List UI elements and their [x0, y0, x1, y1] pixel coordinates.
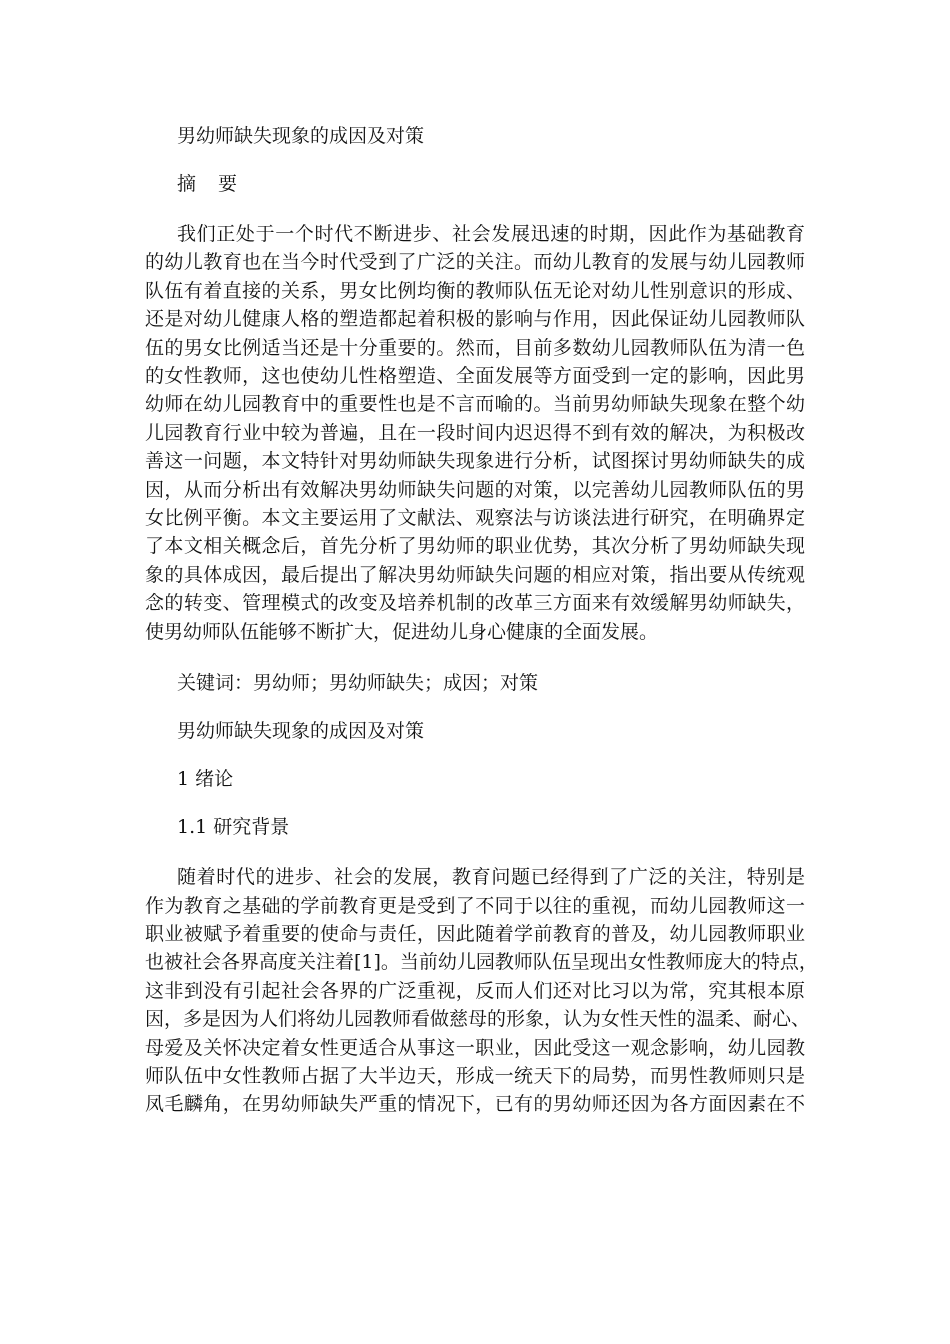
- background-line: 职业被赋予着重要的使命与责任，因此随着学前教育的普及，幼儿园教师职业: [145, 922, 805, 945]
- abstract-line: 的女性教师，这也使幼儿性格塑造、全面发展等方面受到一定的影响，因此男: [145, 365, 805, 388]
- abstract-line: 队伍有着直接的关系，男女比例均衡的教师队伍无论对幼儿性别意识的形成、: [145, 279, 805, 302]
- abstract-paragraph: [145, 220, 805, 646]
- abstract-line: 幼师在幼儿园教育中的重要性也是不言而喻的。当前男幼师缺失现象在整个幼: [145, 393, 805, 416]
- abstract-line: 的幼儿教育也在当今时代受到了广泛的关注。而幼儿教育的发展与幼儿园教师: [145, 251, 805, 274]
- abstract-line: 我们正处于一个时代不断进步、社会发展迅速的时期，因此作为基础教育: [177, 223, 805, 245]
- document-title: 男幼师缺失现象的成因及对策: [177, 125, 425, 147]
- background-line: 这非到没有引起社会各界的广泛重视，反而人们还对比习以为常，究其根本原: [145, 979, 805, 1002]
- background-line: 随着时代的进步、社会的发展，教育问题已经得到了广泛的关注，特别是: [177, 866, 805, 889]
- abstract-line: 使男幼师队伍能够不断扩大，促进幼儿身心健康的全面发展。: [145, 620, 659, 643]
- section-1-heading: 1 绪论: [177, 768, 234, 791]
- abstract-line: 象的具体成因，最后提出了解决男幼师缺失问题的相应对策，指出要从传统观: [145, 563, 805, 586]
- abstract-heading: 摘 要: [177, 173, 246, 195]
- abstract-line: 了本文相关概念后，首先分析了男幼师的职业优势，其次分析了男幼师缺失现: [145, 535, 805, 558]
- abstract-line: 因，从而分析出有效解决男幼师缺失问题的对策，以完善幼儿园教师队伍的男: [145, 478, 805, 501]
- background-paragraph: [145, 863, 818, 1119]
- abstract-line: 儿园教育行业中较为普遍，且在一段时间内迟迟得不到有效的解决，为积极改: [145, 421, 805, 444]
- background-line: 也被社会各界高度关注着[1]。当前幼儿园教师队伍呈现出女性教师庞大的特点，: [145, 951, 818, 974]
- document-page: [145, 124, 818, 1144]
- background-line: 因，多是因为人们将幼儿园教师看做慈母的形象，认为女性天性的温柔、耐心、: [145, 1008, 811, 1031]
- background-line: 母爱及关怀决定着女性更适合从事这一职业，因此受这一观念影响，幼儿园教: [145, 1036, 805, 1059]
- abstract-line: 念的转变、管理模式的改变及培养机制的改革三方面来有效缓解男幼师缺失，: [145, 592, 805, 615]
- abstract-line: 伍的男女比例适当还是十分重要的。然而，目前多数幼儿园教师队伍为清一色: [145, 336, 805, 359]
- abstract-line: 女比例平衡。本文主要运用了文献法、观察法与访谈法进行研究，在明确界定: [145, 507, 805, 530]
- section-1-1-heading: 1.1 研究背景: [177, 816, 290, 839]
- background-line: 作为教育之基础的学前教育更是受到了不同于以往的重视，而幼儿园教师这一: [145, 894, 805, 917]
- abstract-line: 还是对幼儿健康人格的塑造都起着积极的影响与作用，因此保证幼儿园教师队: [145, 308, 805, 331]
- background-line: 凤毛麟角，在男幼师缺失严重的情况下，已有的男幼师还因为各方面因素在不: [145, 1093, 805, 1116]
- abstract-line: 善这一问题，本文特针对男幼师缺失现象进行分析，试图探讨男幼师缺失的成: [145, 450, 805, 473]
- background-line: 师队伍中女性教师占据了大半边天，形成一统天下的局势，而男性教师则只是: [145, 1064, 805, 1087]
- section-title: 男幼师缺失现象的成因及对策: [177, 720, 425, 743]
- keywords-line: 关键词：男幼师；男幼师缺失；成因；对策: [177, 672, 539, 695]
